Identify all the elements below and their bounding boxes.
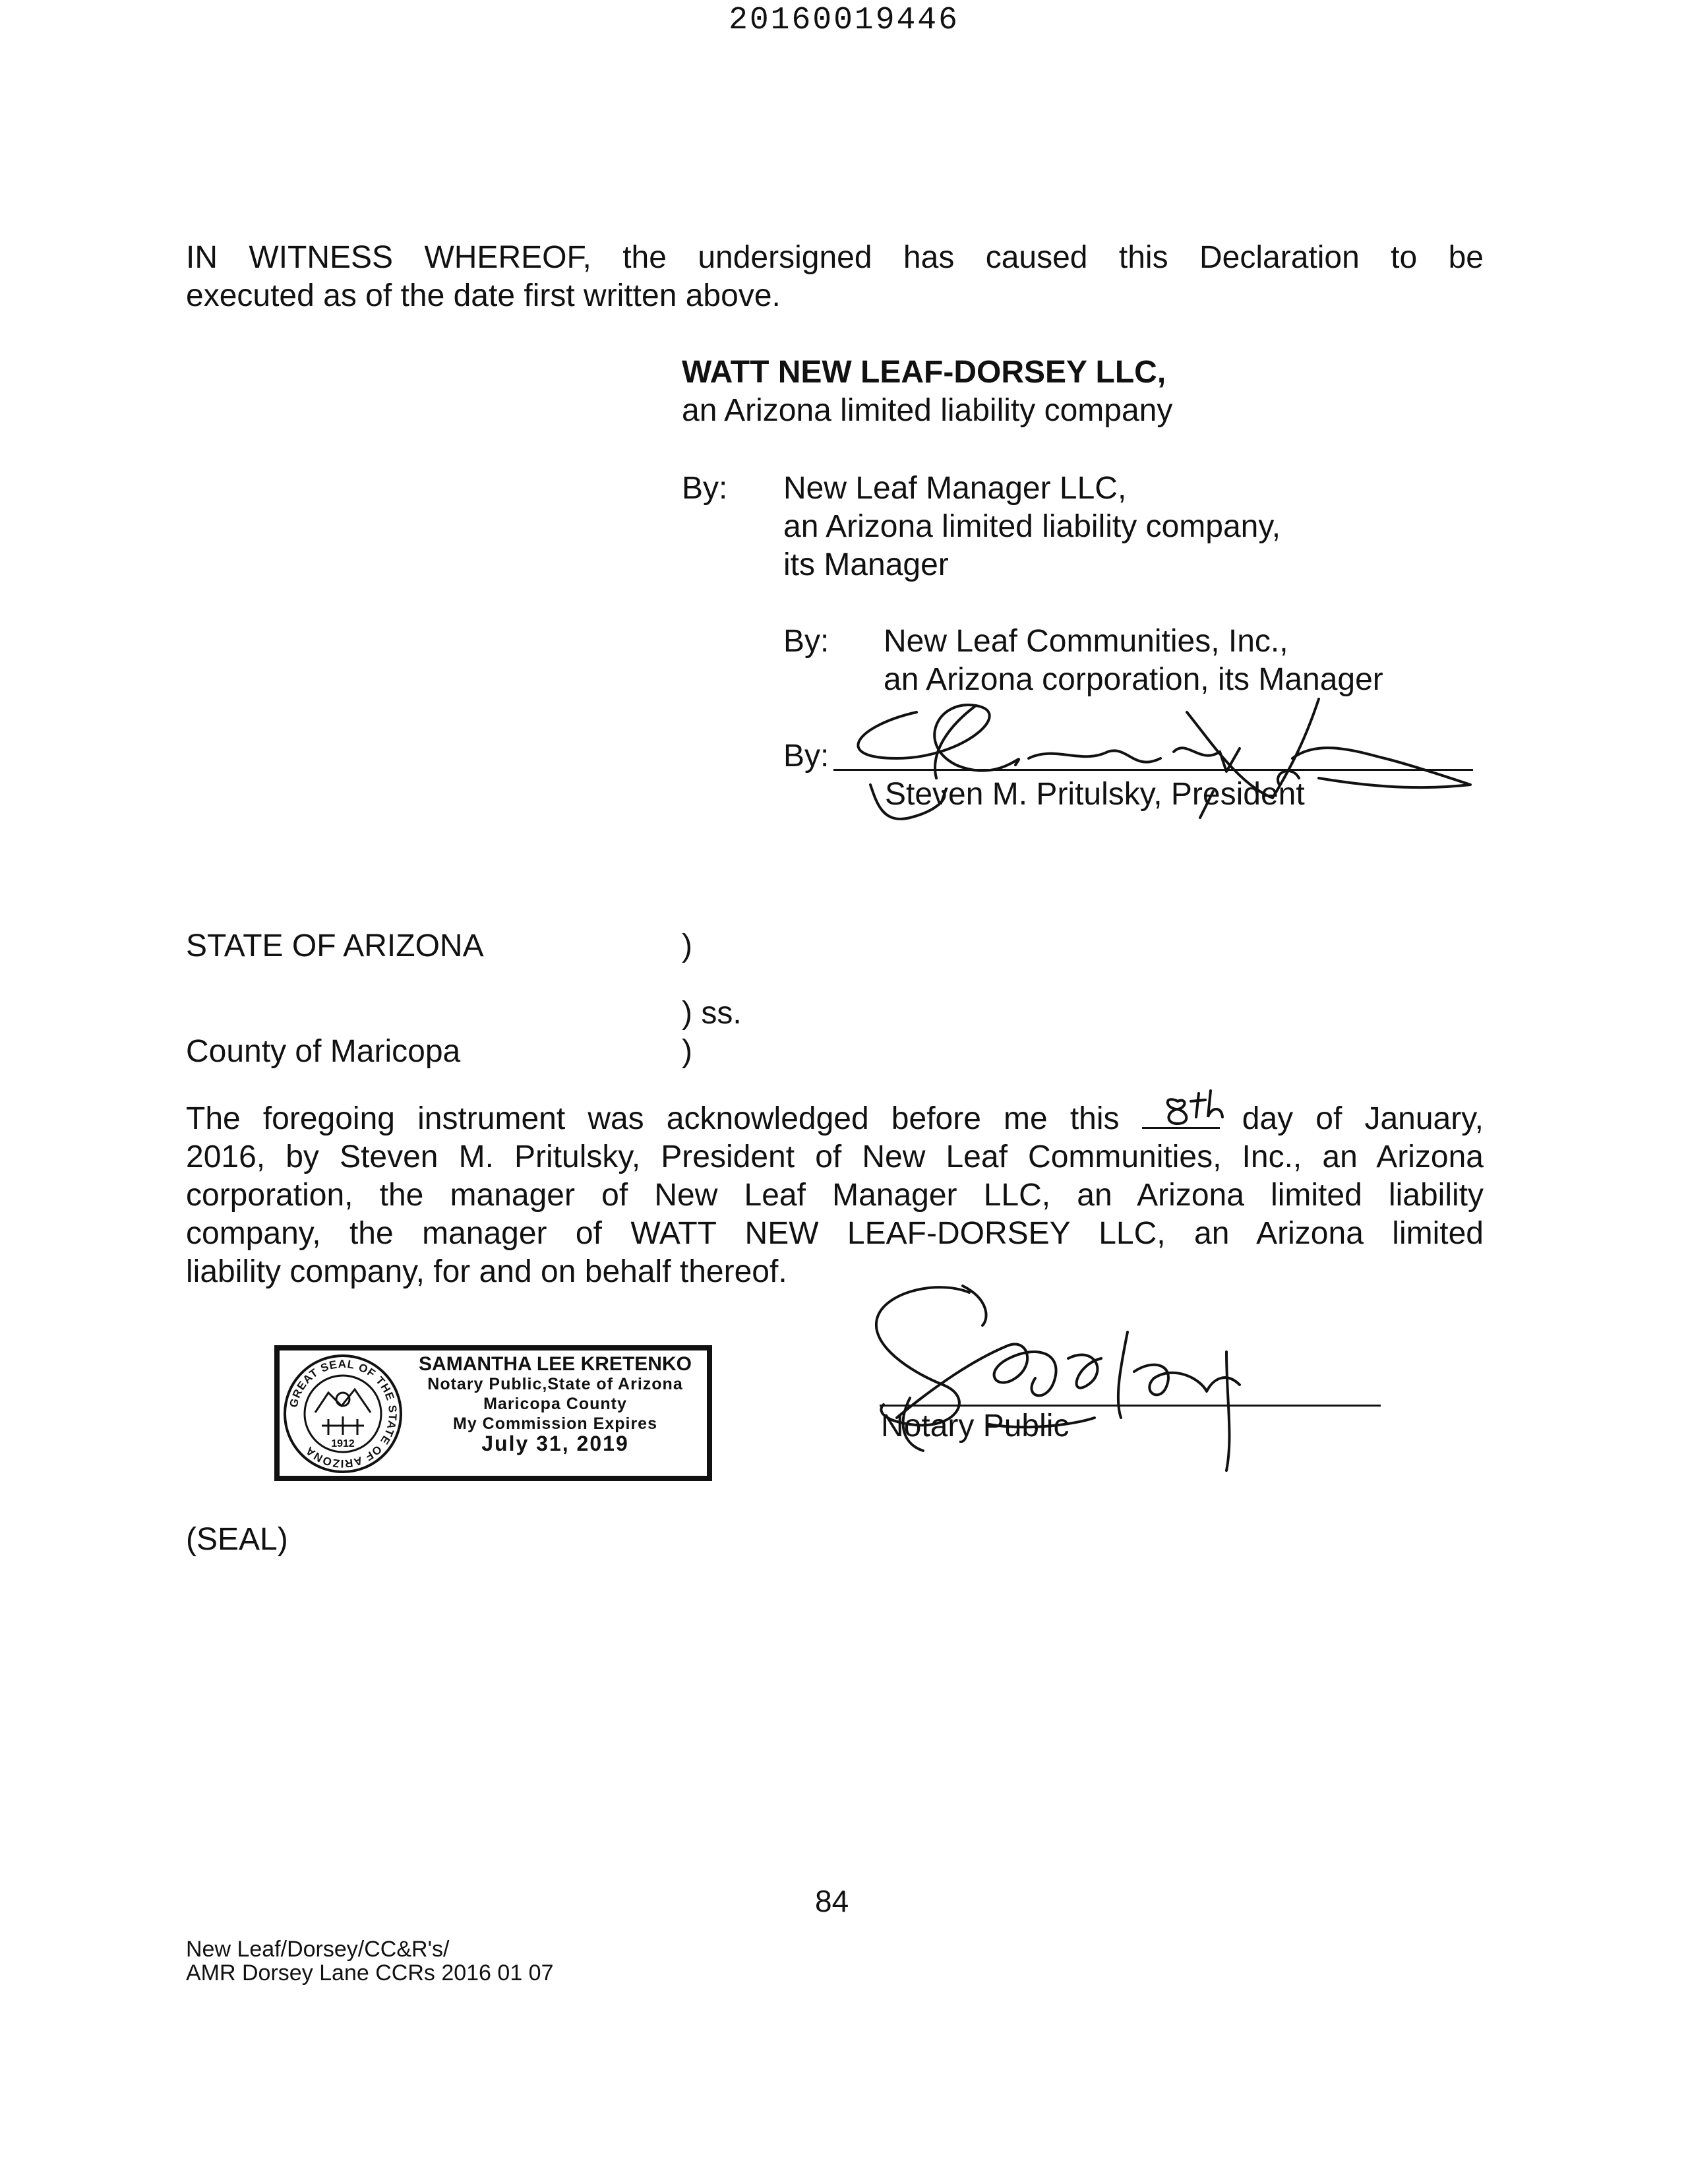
ack-line-1	[186, 1100, 1484, 1138]
stamp-text-block	[404, 1354, 707, 1453]
witness-line-2: executed as of the date first written above.	[186, 278, 781, 313]
by-label-1: By:	[682, 471, 728, 506]
stamp-expiration: July 31, 2019	[481, 1432, 629, 1455]
witness-line-1: IN WITNESS WHEREOF, the undersigned has caused this Declaration to be	[186, 240, 1484, 275]
stamp-commission: My Commission Expires	[453, 1414, 657, 1433]
company-description: an Arizona limited liability company	[682, 393, 1173, 428]
venue-county: County of Maricopa	[186, 1034, 461, 1069]
venue-paren-1: )	[682, 928, 692, 963]
ack-line-1-start: The foregoing instrument was acknowledged before me this	[186, 1101, 1120, 1136]
footer-line-1: New Leaf/Dorsey/CC&R's/	[186, 1937, 450, 1962]
sub-manager-name: New Leaf Communities, Inc.,	[884, 624, 1288, 659]
manager-role: its Manager	[783, 547, 949, 582]
ack-line-1-end: day of January,	[1242, 1101, 1484, 1136]
company-name: WATT NEW LEAF-DORSEY LLC,	[682, 355, 1166, 390]
seal-label: (SEAL)	[186, 1522, 288, 1557]
stamp-notary-title: Notary Public,State of Arizona	[427, 1375, 683, 1393]
seal-year: 1912	[331, 1438, 355, 1449]
ack-line-4: company, the manager of WATT NEW LEAF-DORSEY LLC, an Arizona limited	[186, 1216, 1484, 1251]
venue-ss: ) ss.	[682, 996, 742, 1031]
by-label-2: By:	[783, 624, 829, 659]
page-number: 84	[815, 1884, 849, 1918]
venue-paren-2: )	[682, 1034, 692, 1069]
arizona-seal-icon	[282, 1353, 404, 1474]
ack-line-3: corporation, the manager of New Leaf Manager LLC, an Arizona limited liability	[186, 1178, 1484, 1213]
manager-description: an Arizona limited liability company,	[783, 509, 1281, 544]
notary-public-label: Notary Public	[881, 1409, 1070, 1443]
sub-manager-description: an Arizona corporation, its Manager	[884, 662, 1383, 697]
signer-name: Steven M. Pritulsky, President	[885, 777, 1305, 812]
footer-line-2: AMR Dorsey Lane CCRs 2016 01 07	[186, 1960, 554, 1986]
notary-stamp	[274, 1345, 712, 1481]
stamp-notary-name: SAMANTHA LEE KRETENKO	[419, 1353, 692, 1375]
stamp-county: Maricopa County	[483, 1395, 627, 1413]
venue-state: STATE OF ARIZONA	[186, 928, 484, 963]
ack-line-5: liability company, for and on behalf thereof.	[186, 1254, 787, 1289]
handwritten-day	[1158, 1088, 1237, 1128]
acknowledgment-paragraph	[186, 1100, 1484, 1291]
by-label-3: By:	[783, 739, 829, 774]
witness-paragraph	[186, 239, 1484, 315]
manager-name: New Leaf Manager LLC,	[783, 471, 1127, 506]
seal-ring-text: GREAT SEAL OF THE STATE OF ARIZONA	[287, 1357, 400, 1471]
ack-line-2: 2016, by Steven M. Pritulsky, President of New Leaf Communities, Inc., an Arizona	[186, 1139, 1484, 1174]
notary-signature	[857, 1266, 1385, 1477]
president-signature	[818, 686, 1477, 831]
recording-number: 20160019446	[729, 3, 959, 38]
